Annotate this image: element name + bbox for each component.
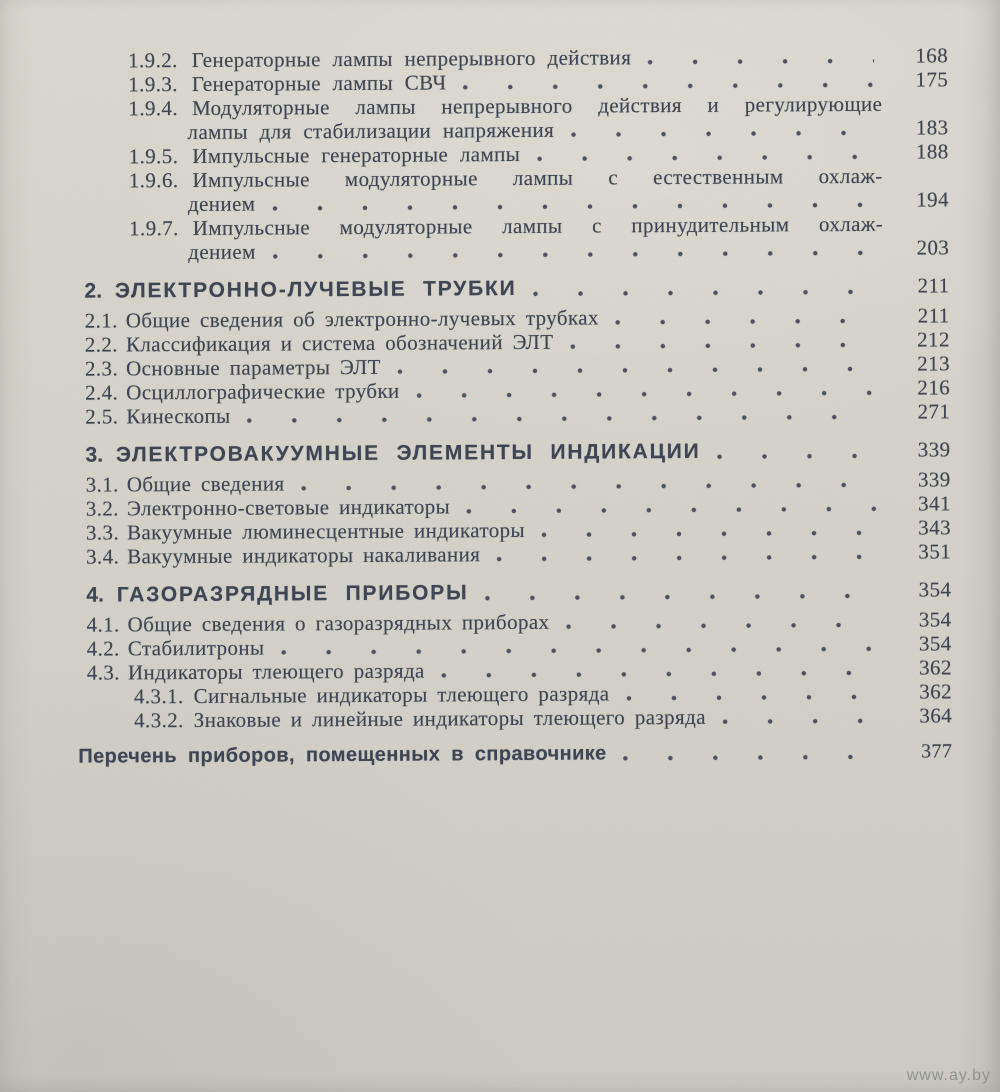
toc-entry-row bbox=[129, 163, 949, 216]
entry-number: 4.3. bbox=[86, 660, 121, 685]
toc-line bbox=[129, 211, 949, 240]
chapter-title: ГАЗОРАЗРЯДНЫЕ ПРИБОРЫ bbox=[116, 581, 469, 607]
dot-leader bbox=[615, 318, 876, 326]
entry-title: Классификация и система обозначений ЭЛТ bbox=[125, 329, 554, 357]
page-number: 216 bbox=[917, 375, 951, 400]
page-number: 364 bbox=[919, 703, 953, 728]
entry-number: 4.2. bbox=[86, 636, 120, 661]
page-number: 341 bbox=[918, 491, 951, 516]
dot-leader bbox=[397, 366, 876, 375]
page-number: 354 bbox=[918, 607, 952, 632]
toc-chapter-row bbox=[85, 437, 950, 467]
chapter-number: 4. bbox=[86, 583, 104, 607]
entry-number: 2.2. bbox=[84, 332, 118, 357]
toc-chapter-row bbox=[84, 273, 949, 303]
page-number: 188 bbox=[915, 139, 949, 164]
dot-leader bbox=[569, 342, 875, 350]
toc bbox=[78, 43, 953, 768]
entry-title: Вакуумные индикаторы накаливания bbox=[127, 542, 481, 569]
toc-entry-row bbox=[134, 703, 952, 732]
page-number: 362 bbox=[919, 679, 953, 704]
entry-title: Общие сведения о газоразрядных приборах bbox=[127, 609, 550, 637]
toc-chapter-row bbox=[86, 577, 951, 607]
page-number: 351 bbox=[918, 539, 952, 564]
entry-title: дением bbox=[188, 239, 256, 265]
dot-leader bbox=[625, 694, 878, 702]
entry-number: 3.3. bbox=[85, 520, 120, 545]
entry-title: дением bbox=[187, 191, 256, 217]
dot-leader bbox=[623, 754, 879, 762]
toc-line bbox=[85, 437, 950, 467]
dot-leader bbox=[722, 718, 878, 725]
page-number: 203 bbox=[916, 235, 950, 260]
dot-leader bbox=[496, 554, 877, 562]
page-number: 339 bbox=[917, 467, 951, 492]
entry-title: Общие сведения bbox=[126, 471, 285, 497]
entry-title: Импульсные генераторные лампы bbox=[192, 141, 521, 168]
toc-line bbox=[129, 235, 949, 264]
dot-leader bbox=[301, 482, 877, 492]
entry-title: Сигнальные индикаторы тлеющего разряда bbox=[193, 681, 610, 708]
toc-line bbox=[128, 91, 948, 120]
entry-title: Электронно-световые индикаторы bbox=[126, 494, 451, 521]
toc-line bbox=[85, 399, 950, 428]
page-number: 354 bbox=[918, 631, 952, 656]
entry-title: Импульсные модуляторные лампы с естественным охлаж- bbox=[192, 163, 883, 192]
entry-number: 1.9.6. bbox=[128, 168, 179, 193]
entry-title: Знаковые и линейные индикаторы тлеющего разряда bbox=[193, 704, 706, 732]
page-number: 343 bbox=[918, 515, 952, 540]
page-number: 377 bbox=[921, 740, 953, 763]
dot-leader bbox=[484, 593, 877, 601]
page-number: 211 bbox=[917, 303, 950, 328]
chapter-number: 3. bbox=[85, 443, 104, 467]
dot-leader bbox=[533, 289, 876, 297]
entry-number: 1.9.4. bbox=[128, 96, 179, 121]
entry-title: Осциллографические трубки bbox=[126, 378, 400, 405]
page-number: 175 bbox=[915, 67, 949, 92]
dot-leader bbox=[272, 250, 876, 260]
entry-number: 4.3.2. bbox=[134, 708, 184, 733]
dot-leader bbox=[281, 646, 878, 656]
dot-leader bbox=[416, 390, 876, 399]
watermark: www.ay.by bbox=[906, 1067, 991, 1084]
entry-title: Стабилитроны bbox=[127, 635, 265, 661]
page-number: 212 bbox=[917, 327, 950, 352]
page-number: 339 bbox=[917, 437, 951, 462]
page-number: 271 bbox=[917, 399, 951, 424]
page-number: 362 bbox=[919, 655, 952, 680]
footer-title: Перечень приборов, помещенных в справочнике bbox=[78, 742, 607, 768]
toc-line bbox=[134, 703, 952, 732]
toc-footer-row bbox=[78, 739, 952, 768]
entry-title: Генераторные лампы СВЧ bbox=[191, 70, 447, 96]
entry-title: Модуляторные лампы непрерывного действия и регулирующие bbox=[191, 91, 883, 120]
page-number: 213 bbox=[917, 351, 951, 376]
dot-leader bbox=[441, 670, 878, 679]
page-number: 168 bbox=[915, 43, 949, 68]
page-number: 183 bbox=[915, 115, 949, 140]
entry-number: 4.1. bbox=[86, 612, 120, 637]
entry-title: Индикаторы тлеющего разряда bbox=[127, 658, 425, 685]
entry-number: 3.2. bbox=[85, 496, 120, 521]
dot-leader bbox=[247, 414, 877, 424]
entry-title: Общие сведения об электронно-лучевых трубках bbox=[125, 305, 599, 333]
toc-line bbox=[129, 163, 949, 192]
entry-title: Вакуумные люминесцентные индикаторы bbox=[126, 517, 526, 545]
dot-leader bbox=[566, 622, 878, 630]
entry-number: 2.4. bbox=[85, 380, 119, 405]
entry-number: 1.9.3. bbox=[128, 72, 178, 97]
page-number: 194 bbox=[916, 187, 950, 212]
entry-number: 2.3. bbox=[84, 356, 119, 381]
entry-number: 2.5. bbox=[85, 404, 119, 429]
entry-title: Основные параметры ЭЛТ bbox=[125, 354, 381, 381]
entry-number: 3.4. bbox=[86, 544, 120, 569]
toc-line bbox=[86, 539, 951, 568]
entry-title: лампы для стабилизации напряжения bbox=[187, 117, 555, 145]
entry-number: 1.9.5. bbox=[128, 144, 179, 169]
toc-line bbox=[86, 577, 951, 607]
dot-leader bbox=[463, 82, 875, 91]
dot-leader bbox=[647, 58, 874, 65]
toc-line bbox=[84, 273, 949, 303]
dot-leader bbox=[536, 154, 874, 162]
entry-title: Импульсные модуляторные лампы с принудительным охлаж- bbox=[192, 211, 884, 240]
toc-line bbox=[78, 739, 952, 768]
entry-title: Генераторные лампы непрерывного действия bbox=[191, 45, 632, 72]
entry-title: Кинескопы bbox=[126, 403, 231, 429]
toc-entry-row bbox=[129, 211, 949, 264]
entry-number: 4.3.1. bbox=[133, 684, 184, 709]
entry-number: 1.9.2. bbox=[128, 48, 178, 73]
entry-number: 2.1. bbox=[84, 308, 118, 333]
dot-leader bbox=[466, 506, 877, 515]
chapter-title: ЭЛЕКТРОВАКУУМНЫЕ ЭЛЕМЕНТЫ ИНДИКАЦИИ bbox=[115, 439, 701, 467]
toc-entry-row bbox=[128, 91, 948, 144]
dot-leader bbox=[717, 453, 877, 460]
dot-leader bbox=[271, 202, 875, 212]
page-number: 354 bbox=[918, 577, 952, 602]
toc-entry-row bbox=[86, 539, 951, 568]
entry-number: 1.9.7. bbox=[129, 216, 179, 241]
page-number: 211 bbox=[917, 273, 950, 298]
dot-leader bbox=[541, 530, 877, 538]
chapter-number: 2. bbox=[84, 279, 103, 303]
dot-leader bbox=[570, 130, 874, 138]
entry-number: 3.1. bbox=[85, 472, 119, 497]
toc-entry-row bbox=[85, 399, 950, 428]
chapter-title: ЭЛЕКТРОННО-ЛУЧЕВЫЕ ТРУБКИ bbox=[114, 276, 517, 303]
